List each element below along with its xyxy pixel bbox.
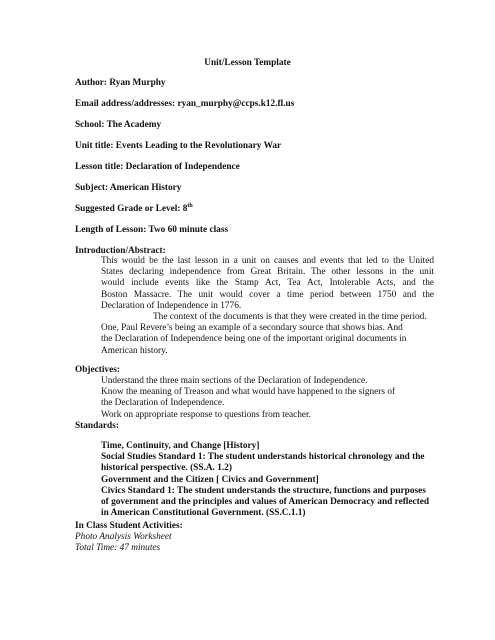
intro-p2-line: The context of the documents is that they were created in the time period. — [153, 312, 427, 322]
grade-superscript: th — [187, 202, 193, 209]
intro-paragraph-2 — [101, 312, 434, 357]
total-time: Total Time: 47 minutes — [75, 543, 161, 553]
standard-line: Civics Standard 1: The student understands the structure, functions and purposes — [101, 485, 426, 496]
standards-list — [101, 441, 441, 519]
intro-p1-line: States declaring independence from Great Britain. The other lessons in the unit — [101, 267, 434, 278]
intro-p1-line: Boston Massacre. The unit would cover a time period between 1750 and the — [101, 289, 434, 300]
school-line: School: The Academy — [75, 120, 162, 130]
intro-p1-line: Declaration of Independence in 1776. — [101, 300, 242, 311]
standard-line: of government and the principles and values of American Democracy and reflected — [101, 497, 430, 508]
objectives-list — [101, 376, 441, 421]
standard-line: Government and the Citizen [ Civics and Government] — [101, 474, 319, 485]
grade-line — [75, 204, 435, 214]
author-line: Author: Ryan Murphy — [75, 78, 166, 88]
standard-line: in American Constitutional Government. (SS.C.1.1) — [101, 508, 306, 519]
intro-paragraph-1 — [101, 256, 434, 312]
intro-p2-line: the Declaration of Independence being one of the important original documents in — [101, 334, 407, 345]
intro-heading: Introduction/Abstract: — [75, 246, 166, 256]
standards-heading: Standards: — [75, 421, 119, 431]
activity-name: Photo Analysis Worksheet — [75, 532, 172, 542]
lesson-title-line: Lesson title: Declaration of Independence — [75, 162, 240, 172]
objective-line: the Declaration of Independence. — [101, 398, 225, 409]
unit-title-line: Unit title: Events Leading to the Revolutionary War — [75, 141, 282, 151]
standard-line: Social Studies Standard 1: The student understands historical chronology and the — [101, 452, 425, 463]
subject-line: Subject: American History — [75, 183, 182, 193]
objective-line: Understand the three main sections of the Declaration of Independence. — [101, 376, 368, 386]
grade-text: Suggested Grade or Level: 8 — [75, 204, 188, 214]
length-line: Length of Lesson: Two 60 minute class — [75, 225, 229, 235]
activities-heading: In Class Student Activities: — [75, 521, 183, 531]
intro-p2-line: American history. — [101, 345, 168, 356]
document-title: Unit/Lesson Template — [204, 58, 291, 68]
intro-p2-line: One, Paul Revere’s being an example of a secondary source that shows bias. And — [101, 323, 403, 334]
objectives-heading: Objectives: — [75, 365, 120, 375]
intro-p1-line: would include events like the Stamp Act, Tea Act, Intolerable Acts, and the — [101, 278, 434, 289]
intro-p1-line: This would be the last lesson in a unit on causes and events that led to the United — [101, 256, 434, 266]
objective-line: Know the meaning of Treason and what would have happened to the signers of — [101, 387, 396, 398]
standard-line: historical perspective. (SS.A. 1.2) — [101, 463, 232, 474]
email-line: Email address/addresses: ryan_murphy@ccps.k12.fl.us — [75, 99, 295, 109]
standard-line: Time, Continuity, and Change [History] — [101, 441, 260, 451]
objective-line: Work on appropriate response to questions from teacher. — [101, 409, 311, 420]
